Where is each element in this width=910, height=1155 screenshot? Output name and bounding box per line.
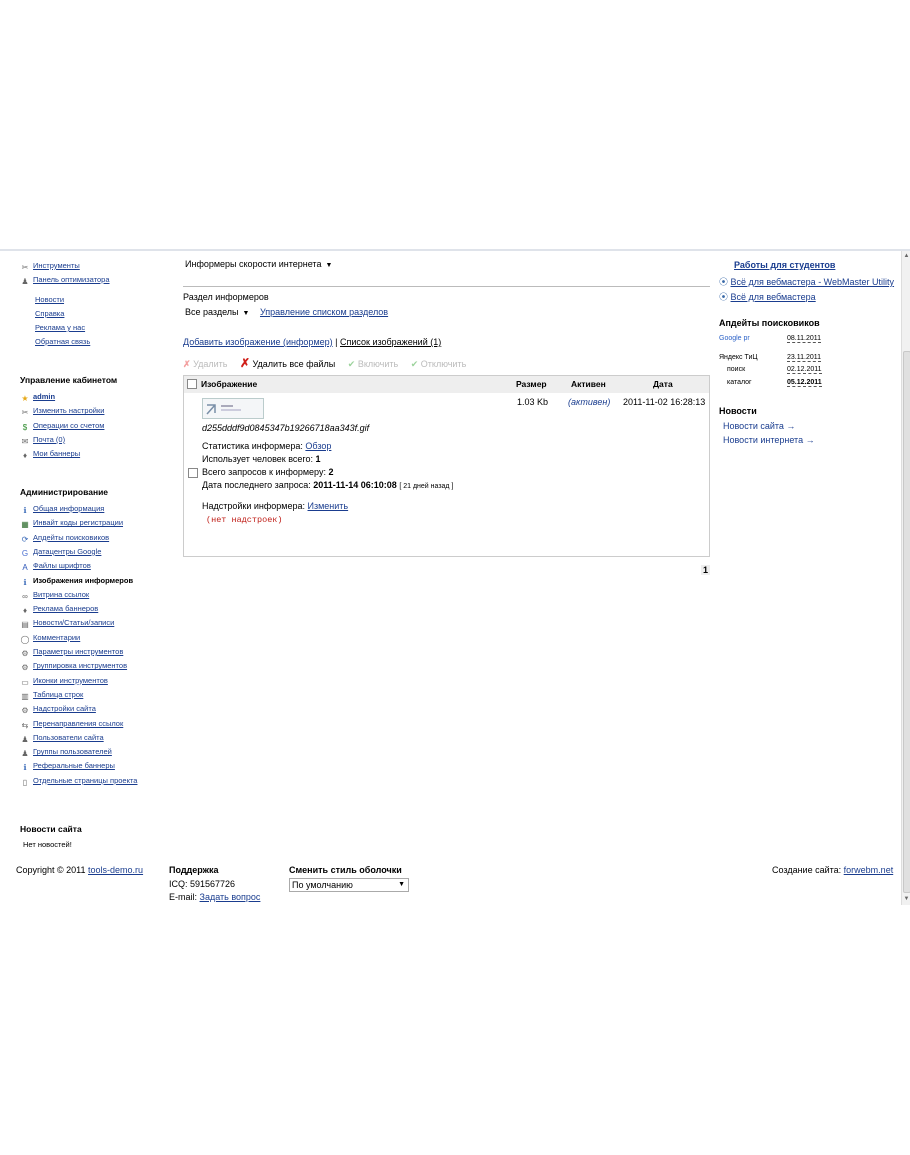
cabinet-item[interactable] [20, 434, 65, 446]
admin-item[interactable] [20, 760, 115, 772]
news-icon: ▤ [21, 620, 29, 630]
dollar-icon: $ [22, 422, 28, 432]
col-active: Активен [571, 379, 606, 389]
admin-label: Общая информация [33, 504, 105, 513]
scrollbar-thumb[interactable] [903, 351, 910, 893]
webmaster-link[interactable]: Всё для вебмастера [730, 292, 816, 302]
admin-item[interactable] [20, 689, 83, 701]
site-link[interactable]: tools-demo.ru [88, 865, 144, 875]
users-label: Использует человек всего: [202, 454, 313, 464]
section-label: Раздел информеров [183, 292, 269, 302]
top-link-item[interactable] [20, 260, 80, 272]
admin-label: Новости/Статьи/записи [33, 618, 115, 628]
user-icon: ♟ [21, 749, 29, 759]
chevron-down-icon: ▼ [242, 310, 250, 317]
search-row [727, 366, 827, 373]
delete-all-button[interactable]: ✗ Удалить все файлы [239, 356, 336, 370]
scroll-up-icon[interactable]: ▲ [903, 253, 910, 259]
admin-item[interactable] [20, 746, 112, 758]
webmaster-icon: ⦿ [719, 277, 729, 287]
admin-label: Датацентры Google [33, 546, 102, 556]
page-icon: ▯ [22, 777, 28, 787]
check-icon: ✔ [347, 359, 356, 369]
last-request-ago: [ 21 дней назад ] [399, 483, 454, 490]
user-icon: ♟ [21, 277, 29, 286]
page-screenshot [0, 249, 910, 907]
yandex-row [719, 354, 827, 361]
yandex-label: Яндекс ТиЦ [719, 354, 758, 361]
admin-item[interactable] [20, 560, 91, 572]
admin-item[interactable] [20, 675, 108, 687]
cabinet-label: Почта (0) [33, 434, 66, 444]
select-all-checkbox[interactable] [187, 379, 197, 389]
style-title: Сменить стиль оболочки [289, 865, 402, 875]
news-title: Новости [719, 406, 757, 416]
site-news-title: Новости сайта [20, 824, 82, 834]
table-header [184, 376, 709, 393]
yandex-date: 23.11.2011 [787, 354, 821, 361]
admin-item[interactable] [20, 603, 98, 615]
admin-item[interactable] [20, 517, 123, 529]
admin-item[interactable] [20, 646, 123, 658]
admin-item[interactable] [20, 660, 127, 672]
gear-icon: ⚙ [21, 706, 29, 716]
search-update-icon: ⟳ [21, 534, 29, 544]
ask-question-link[interactable]: Задать вопрос [199, 892, 261, 902]
created-link[interactable]: forwebm.net [843, 865, 894, 875]
icq-text: ICQ: 591567726 [169, 879, 236, 889]
key-icon: ▦ [21, 520, 29, 530]
admin-label: Надстройки сайта [33, 704, 96, 714]
image-size: 1.03 Kb [517, 397, 549, 407]
admin-label: Перенаправления ссылок [33, 718, 124, 728]
x-icon: ✗ [239, 356, 251, 370]
menu-link-label: Реклама у нас [35, 323, 86, 332]
folder-icon: ▭ [21, 677, 29, 687]
style-select[interactable]: По умолчанию ▼ [289, 878, 409, 892]
requests-label: Всего запросов к информеру: [202, 467, 326, 477]
menu-link-item[interactable] [35, 308, 64, 320]
pin-icon: ♦ [22, 451, 28, 461]
section-select[interactable]: Все разделы ▼ [185, 307, 250, 317]
admin-item[interactable] [20, 589, 89, 601]
font-icon: A [22, 563, 28, 573]
link-icon: ∞ [22, 591, 28, 601]
admin-item[interactable] [20, 532, 109, 544]
created-text: Создание сайта: [772, 865, 842, 875]
admin-item[interactable] [20, 617, 114, 629]
catalog-date: 05.12.2011 [787, 379, 822, 386]
separator: | [335, 337, 338, 347]
catalog-row [727, 379, 827, 386]
admin-label: Витрина ссылок [33, 589, 90, 599]
webmaster-utility-link[interactable]: Всё для вебмастера - WebMaster Utility [730, 277, 895, 287]
menu-link-label: Обратная связь [35, 337, 91, 346]
admin-title: Администрирование [20, 487, 109, 497]
google-icon: G [21, 548, 29, 558]
top-link-label: Панель оптимизатора [33, 275, 110, 284]
gear-icon: ⚙ [21, 663, 29, 673]
no-settings-text: (нет надстроек) [206, 515, 283, 525]
pagination-page[interactable]: 1 [703, 565, 709, 575]
google-date: 08.11.2011 [787, 335, 821, 342]
chevron-down-icon: ▼ [325, 262, 333, 269]
cabinet-item[interactable] [20, 420, 104, 432]
google-pr-row [719, 335, 827, 342]
informer-image-preview [202, 398, 264, 419]
menu-link-label: Новости [35, 295, 65, 304]
user-icon: ♟ [21, 734, 29, 744]
admin-label: Иконки инструментов [33, 675, 108, 685]
mail-icon: ✉ [21, 436, 29, 446]
last-request-value: 2011-11-14 06:10:08 [313, 480, 397, 490]
admin-item[interactable] [20, 575, 133, 587]
copyright [16, 865, 143, 875]
internet-news-link[interactable]: Новости интернета → [723, 435, 815, 445]
col-image: Изображение [201, 379, 258, 389]
delete-button[interactable]: ✗ Удалить [183, 359, 228, 369]
students-link[interactable]: Работы для студентов [734, 260, 836, 270]
top-link-item[interactable] [20, 274, 110, 286]
search-date: 02.12.2011 [787, 366, 822, 373]
informer-image-icon [203, 399, 263, 418]
admin-label: Отдельные страницы проекта [33, 775, 138, 785]
admin-item[interactable] [20, 775, 137, 787]
updates-title: Апдейты поисковиков [719, 318, 820, 328]
admin-item[interactable] [20, 732, 104, 744]
cabinet-item[interactable] [20, 448, 80, 460]
stats-label: Статистика информера: [202, 441, 303, 451]
cabinet-label: Мои баннеры [33, 449, 81, 459]
support-title: Поддержка [169, 865, 219, 875]
last-request-label: Дата последнего запроса: [202, 480, 311, 490]
search-label: поиск [727, 366, 746, 373]
cabinet-title: Управление кабинетом [20, 375, 118, 385]
comment-icon: ◯ [20, 634, 30, 644]
info-icon: ℹ [23, 506, 27, 515]
settings-link[interactable]: Изменить [307, 501, 349, 511]
informer-type-select[interactable]: Информеры скорости интернета ▼ [185, 259, 333, 269]
image-list-link[interactable]: Список изображений (1) [340, 337, 442, 347]
copyright-text: Copyright © 2011 [16, 865, 86, 875]
table-icon: ▥ [21, 691, 29, 701]
image-date: 2011-11-02 16:28:13 [623, 397, 706, 407]
images-table [183, 375, 710, 557]
settings-label: Надстройки информера: [202, 501, 305, 511]
tools-icon: ✂ [21, 408, 29, 418]
tools-icon: ✂ [21, 263, 29, 272]
menu-link-item[interactable] [35, 294, 64, 306]
admin-label: Инвайт коды регистрации [33, 518, 124, 528]
cabinet-item[interactable] [20, 405, 104, 417]
menu-link-item[interactable] [35, 322, 85, 334]
menu-link-label: Справка [35, 309, 65, 318]
manage-sections-link[interactable]: Управление списком разделов [259, 307, 389, 317]
users-value: 1 [315, 454, 321, 464]
admin-item[interactable] [20, 703, 96, 715]
admin-item[interactable] [20, 546, 101, 558]
admin-label: Апдейты поисковиков [33, 532, 110, 542]
add-image-link[interactable]: Добавить изображение (информер) [183, 337, 333, 347]
disable-button[interactable]: ✔ Отключить [410, 359, 467, 369]
x-icon: ✗ [183, 359, 191, 369]
col-size: Размер [516, 379, 547, 389]
pin-icon: ♦ [22, 606, 28, 616]
webmaster-icon: ⦿ [719, 292, 729, 302]
chevron-down-icon: ▼ [398, 881, 405, 888]
col-date: Дата [653, 379, 673, 389]
enable-button[interactable]: ✔ Включить [347, 359, 399, 369]
admin-label: Группировка инструментов [33, 661, 128, 671]
cabinet-label: Изменить настройки [33, 406, 105, 416]
image-filename: d255dddf9d0845347b19266718aa343f.gif [202, 423, 370, 433]
requests-value: 2 [328, 467, 334, 477]
admin-label: Параметры инструментов [33, 647, 124, 656]
admin-label: Файлы шрифтов [33, 561, 91, 571]
admin-item[interactable] [20, 718, 123, 730]
google-label: Google pr [719, 335, 750, 342]
info-icon: ℹ [23, 577, 27, 587]
site-news-text: Нет новостей! [23, 840, 72, 849]
active-status[interactable]: (активен) [568, 397, 611, 407]
admin-label: Реклама баннеров [33, 604, 99, 614]
admin-label: Комментарии [33, 632, 81, 642]
scroll-down-icon[interactable]: ▼ [903, 896, 910, 902]
menu-link-item[interactable] [35, 336, 90, 348]
row-checkbox[interactable] [188, 468, 198, 478]
site-news-link[interactable]: Новости сайта → [723, 421, 796, 431]
created-by [772, 865, 893, 875]
admin-label: Группы пользователей [33, 747, 112, 757]
admin-item[interactable] [20, 632, 80, 644]
cabinet-label: admin [33, 392, 56, 401]
scrollbar[interactable] [901, 251, 910, 905]
admin-label: Пользователи сайта [33, 732, 104, 742]
admin-label: Таблица строк [33, 689, 84, 699]
catalog-label: каталог [727, 379, 752, 386]
admin-label: Изображения информеров [33, 575, 134, 585]
admin-label: Реферальные баннеры [33, 761, 115, 771]
email-label: E-mail: [169, 892, 198, 902]
admin-item[interactable] [20, 503, 104, 515]
cabinet-item[interactable] [20, 391, 55, 403]
gear-icon: ⚙ [21, 649, 29, 658]
star-icon: ★ [21, 394, 29, 403]
check-icon: ✔ [410, 359, 419, 369]
cabinet-label: Операции со счетом [33, 420, 105, 430]
stats-link[interactable]: Обзор [305, 441, 332, 451]
info-icon: ℹ [23, 763, 27, 773]
top-link-label: Инструменты [33, 261, 80, 270]
redirect-icon: ⇆ [21, 720, 29, 730]
